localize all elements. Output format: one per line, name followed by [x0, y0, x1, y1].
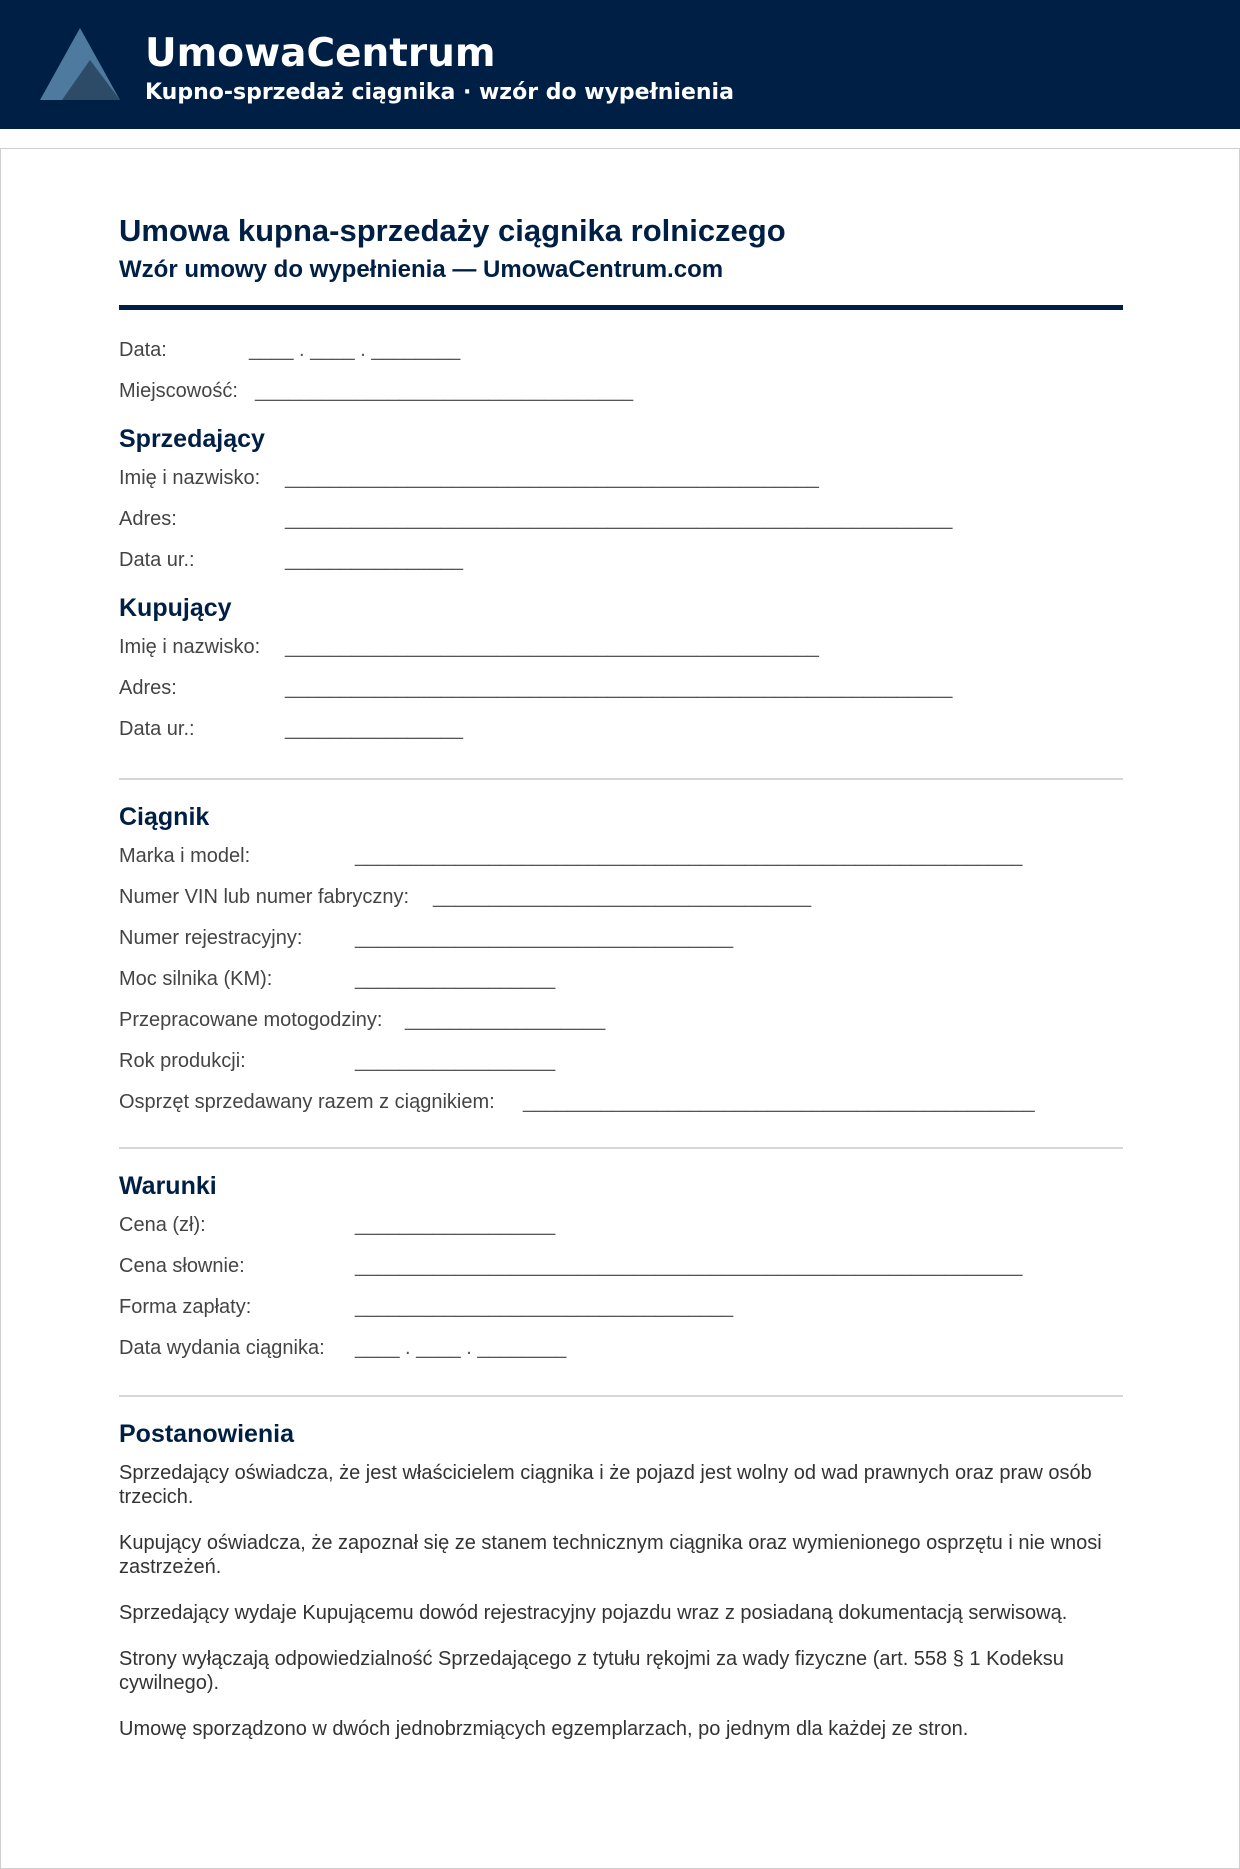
tractor-equipment-row — [119, 1082, 1123, 1123]
brand-name: UmowaCentrum — [145, 31, 496, 76]
document-subtitle: Wzór umowy do wypełnienia — UmowaCentrum.com — [119, 256, 724, 283]
tractor-year-field[interactable]: __________________ — [355, 1050, 556, 1072]
seller-heading: Sprzedający — [119, 425, 265, 453]
buyer-name-row — [119, 627, 1123, 668]
tractor-vin-field[interactable]: __________________________________ — [433, 886, 812, 908]
provision-paragraph: Sprzedający wydaje Kupującemu dowód rejestracyjny pojazdu wraz z posiadaną dokumentacją serwisową. — [119, 1602, 1068, 1624]
buyer-birthdate-label: Data ur.: — [119, 718, 195, 740]
buyer-address-label: Adres: — [119, 677, 177, 699]
tractor-power-label: Moc silnika (KM): — [119, 968, 273, 990]
document-sheet — [0, 148, 1240, 1869]
provision-paragraph: Strony wyłączają odpowiedzialność Sprzedającego z tytułu rękojmi za wady fizyczne (art. 558 § 1 Kodeksu cywilnego). — [119, 1648, 1064, 1694]
intro-place-row — [119, 371, 1123, 412]
payment-method-field[interactable]: __________________________________ — [355, 1296, 734, 1318]
seller-address-row — [119, 499, 1123, 540]
price-words-label: Cena słownie: — [119, 1255, 245, 1277]
provisions-heading: Postanowienia — [119, 1420, 295, 1448]
intro-date-row — [119, 330, 1123, 371]
date-label: Data: — [119, 339, 167, 361]
date-field[interactable]: ____ . ____ . ________ — [249, 339, 461, 361]
terms-heading: Warunki — [119, 1172, 217, 1200]
tractor-power-row — [119, 959, 1123, 1000]
price-words-row — [119, 1246, 1123, 1287]
header-bar — [0, 0, 1240, 129]
seller-name-label: Imię i nazwisko: — [119, 467, 261, 489]
price-words-field[interactable]: ____________________________________________________________ — [355, 1255, 1023, 1277]
tractor-equipment-label: Osprzęt sprzedawany razem z ciągnikiem: — [119, 1091, 495, 1113]
triangle-logo-icon — [40, 28, 120, 100]
seller-birthdate-label: Data ur.: — [119, 549, 195, 571]
tractor-vin-label: Numer VIN lub numer fabryczny: — [119, 886, 410, 908]
handover-date-label: Data wydania ciągnika: — [119, 1337, 325, 1359]
tractor-heading: Ciągnik — [119, 803, 210, 831]
provision-paragraph: Kupujący oświadcza, że zapoznał się ze stanem technicznym ciągnika oraz wymienionego osprzętu i nie wnosi zastrzeżeń. — [119, 1532, 1102, 1578]
seller-birthdate-field[interactable]: ________________ — [285, 549, 463, 571]
header-tagline: Kupno-sprzedaż ciągnika · wzór do wypełnienia — [145, 80, 734, 105]
tractor-registration-field[interactable]: __________________________________ — [355, 927, 734, 949]
payment-method-label: Forma zapłaty: — [119, 1296, 252, 1318]
provision-paragraph: Umowę sporządzono w dwóch jednobrzmiących egzemplarzach, po jednym dla każdej ze stron. — [119, 1718, 969, 1740]
buyer-birthdate-row — [119, 709, 1123, 750]
seller-name-field[interactable]: ________________________________________________ — [285, 467, 819, 489]
tractor-model-row — [119, 836, 1123, 877]
tractor-year-label: Rok produkcji: — [119, 1050, 246, 1072]
tractor-hours-label: Przepracowane motogodziny: — [119, 1009, 383, 1031]
buyer-name-label: Imię i nazwisko: — [119, 636, 261, 658]
buyer-name-field[interactable]: ________________________________________________ — [285, 636, 819, 658]
tractor-model-field[interactable]: ____________________________________________________________ — [355, 845, 1023, 867]
tractor-registration-label: Numer rejestracyjny: — [119, 927, 303, 949]
tractor-registration-row — [119, 918, 1123, 959]
seller-address-label: Adres: — [119, 508, 177, 530]
buyer-address-field[interactable]: ____________________________________________________________ — [285, 677, 953, 699]
tractor-year-row — [119, 1041, 1123, 1082]
tractor-model-label: Marka i model: — [119, 845, 251, 867]
price-field[interactable]: __________________ — [355, 1214, 556, 1236]
price-label: Cena (zł): — [119, 1214, 206, 1236]
payment-method-row — [119, 1287, 1123, 1328]
seller-birthdate-row — [119, 540, 1123, 581]
document-title: Umowa kupna-sprzedaży ciągnika rolniczego — [119, 213, 786, 248]
handover-date-field[interactable]: ____ . ____ . ________ — [355, 1337, 567, 1359]
buyer-birthdate-field[interactable]: ________________ — [285, 718, 463, 740]
document-content — [119, 213, 1123, 1741]
tractor-vin-row — [119, 877, 1123, 918]
price-row — [119, 1205, 1123, 1246]
tractor-power-field[interactable]: __________________ — [355, 968, 556, 990]
tractor-hours-row — [119, 1000, 1123, 1041]
place-field[interactable]: __________________________________ — [255, 380, 634, 402]
provision-paragraph: Sprzedający oświadcza, że jest właścicielem ciągnika i że pojazd jest wolny od wad prawnych oraz praw osób trzecich. — [119, 1462, 1092, 1508]
buyer-address-row — [119, 668, 1123, 709]
tractor-hours-field[interactable]: __________________ — [405, 1009, 606, 1031]
seller-address-field[interactable]: ____________________________________________________________ — [285, 508, 953, 530]
handover-date-row — [119, 1328, 1123, 1369]
tractor-equipment-field[interactable]: ______________________________________________ — [523, 1091, 1035, 1113]
seller-name-row — [119, 458, 1123, 499]
place-label: Miejscowość: — [119, 380, 238, 402]
buyer-heading: Kupujący — [119, 594, 232, 622]
